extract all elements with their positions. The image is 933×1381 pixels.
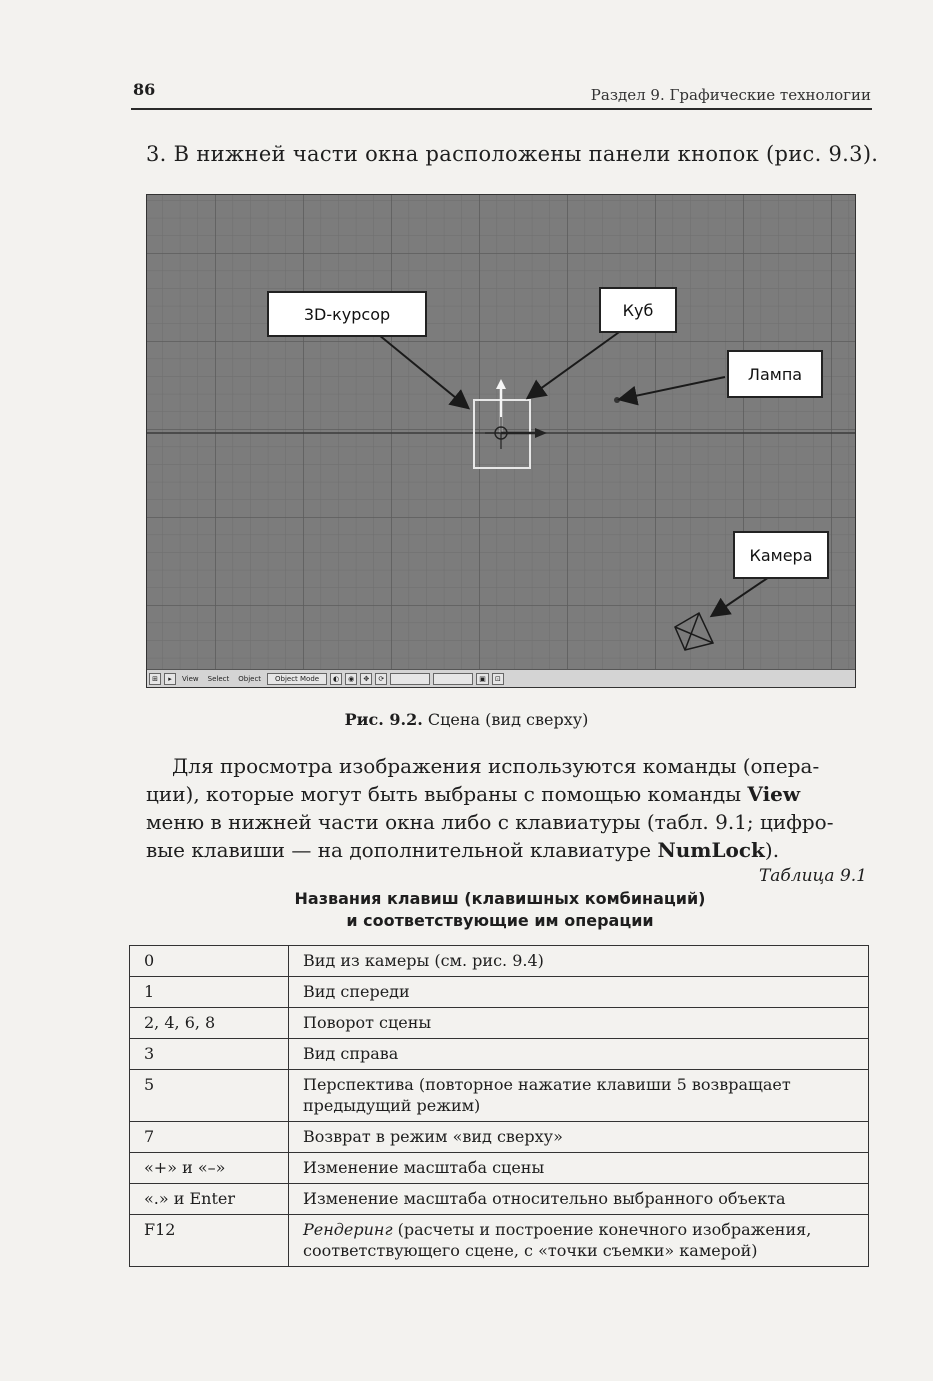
table-title-line: и соответствующие им операции (346, 911, 654, 930)
table-row (130, 1008, 869, 1039)
table-title-line: Названия клавиш (клавишных комбинаций) (294, 889, 706, 908)
menu-select[interactable]: Select (207, 674, 230, 683)
menu-object[interactable]: Object (238, 674, 262, 683)
page-number: 86 (133, 80, 156, 99)
body-line (146, 836, 869, 864)
table-row (130, 1070, 869, 1122)
menu-view[interactable]: View (182, 674, 199, 683)
table-row (130, 1153, 869, 1184)
caption-text: Сцена (вид сверху) (427, 710, 589, 729)
scene-grid (147, 195, 856, 688)
key-cell: F12 (130, 1215, 289, 1267)
key-cell: 0 (130, 946, 289, 977)
callout-lamp: Лампа (727, 350, 823, 398)
body-bold-run: View (747, 782, 801, 806)
key-cell: 1 (130, 977, 289, 1008)
body-line: Для просмотра изображения используются команды (опера- (172, 754, 820, 778)
callout-cube: Куб (599, 287, 677, 333)
operation-cell: Перспектива (повторное нажатие клавиши 5 возвращает предыдущий режим) (289, 1070, 869, 1122)
orientation-select[interactable] (390, 673, 430, 685)
figure-caption (0, 710, 933, 729)
table-row (130, 1122, 869, 1153)
table-row (130, 1039, 869, 1070)
caption-number: Рис. 9.2. (344, 710, 423, 729)
body-text-run: ции), которые могут быть выбраны с помощью команды (146, 782, 748, 806)
callout-3d-cursor: 3D-курсор (267, 291, 427, 337)
transform-button[interactable]: ⟳ (375, 673, 387, 685)
shading-button[interactable]: ◐ (330, 673, 342, 685)
scene-figure (146, 194, 856, 688)
body-line: меню в нижней части окна либо с клавиатуры (табл. 9.1; цифро- (146, 810, 834, 834)
key-cell: 3 (130, 1039, 289, 1070)
operation-cell (289, 1215, 869, 1267)
operation-cell: Поворот сцены (289, 1008, 869, 1039)
key-cell: 7 (130, 1122, 289, 1153)
header-rule (131, 108, 872, 110)
mode-select[interactable]: Object Mode (267, 673, 327, 685)
key-cell: 5 (130, 1070, 289, 1122)
lock-icon[interactable]: ▣ (476, 673, 489, 685)
lamp-object (614, 397, 620, 403)
key-cell: «+» и «–» (130, 1153, 289, 1184)
keys-table (129, 945, 869, 1267)
table-label: Таблица 9.1 (758, 866, 867, 886)
operation-cell: Изменение масштаба сцены (289, 1153, 869, 1184)
table-row (130, 946, 869, 977)
key-cell: «.» и Enter (130, 1184, 289, 1215)
table-title (0, 888, 933, 932)
intro-paragraph: 3. В нижней части окна расположены панели кнопок (рис. 9.3). (146, 142, 879, 166)
operation-cell: Изменение масштаба относительно выбранного объекта (289, 1184, 869, 1215)
operation-cell: Вид справа (289, 1039, 869, 1070)
manipulator-button[interactable]: ✥ (360, 673, 372, 685)
table-row (130, 1215, 869, 1267)
table-row (130, 1184, 869, 1215)
menu-collapse-button[interactable]: ▸ (164, 673, 176, 685)
operation-term: Рендеринг (303, 1220, 393, 1239)
body-paragraph (146, 752, 869, 864)
operation-cell: Вид спереди (289, 977, 869, 1008)
table-row (130, 977, 869, 1008)
running-header: Раздел 9. Графические технологии (590, 86, 871, 104)
pivot-button[interactable]: ◉ (345, 673, 357, 685)
operation-cell: Вид из камеры (см. рис. 9.4) (289, 946, 869, 977)
body-bold-run: NumLock (657, 838, 765, 862)
layers-button[interactable] (433, 673, 473, 685)
callout-camera: Камера (733, 531, 829, 579)
body-line (146, 780, 869, 808)
key-cell: 2, 4, 6, 8 (130, 1008, 289, 1039)
operation-cell: Возврат в режим «вид сверху» (289, 1122, 869, 1153)
snap-button[interactable]: ⊡ (492, 673, 504, 685)
editor-type-button[interactable]: ⊞ (149, 673, 161, 685)
viewport-toolbar (147, 669, 855, 687)
body-text-run: вые клавиши — на дополнительной клавиатуре (146, 838, 658, 862)
operation-text: (расчеты и построение конечного изображения, соответствующего сцене, с «точки съемки» камерой) (303, 1220, 812, 1260)
body-text-run: ). (764, 838, 780, 862)
